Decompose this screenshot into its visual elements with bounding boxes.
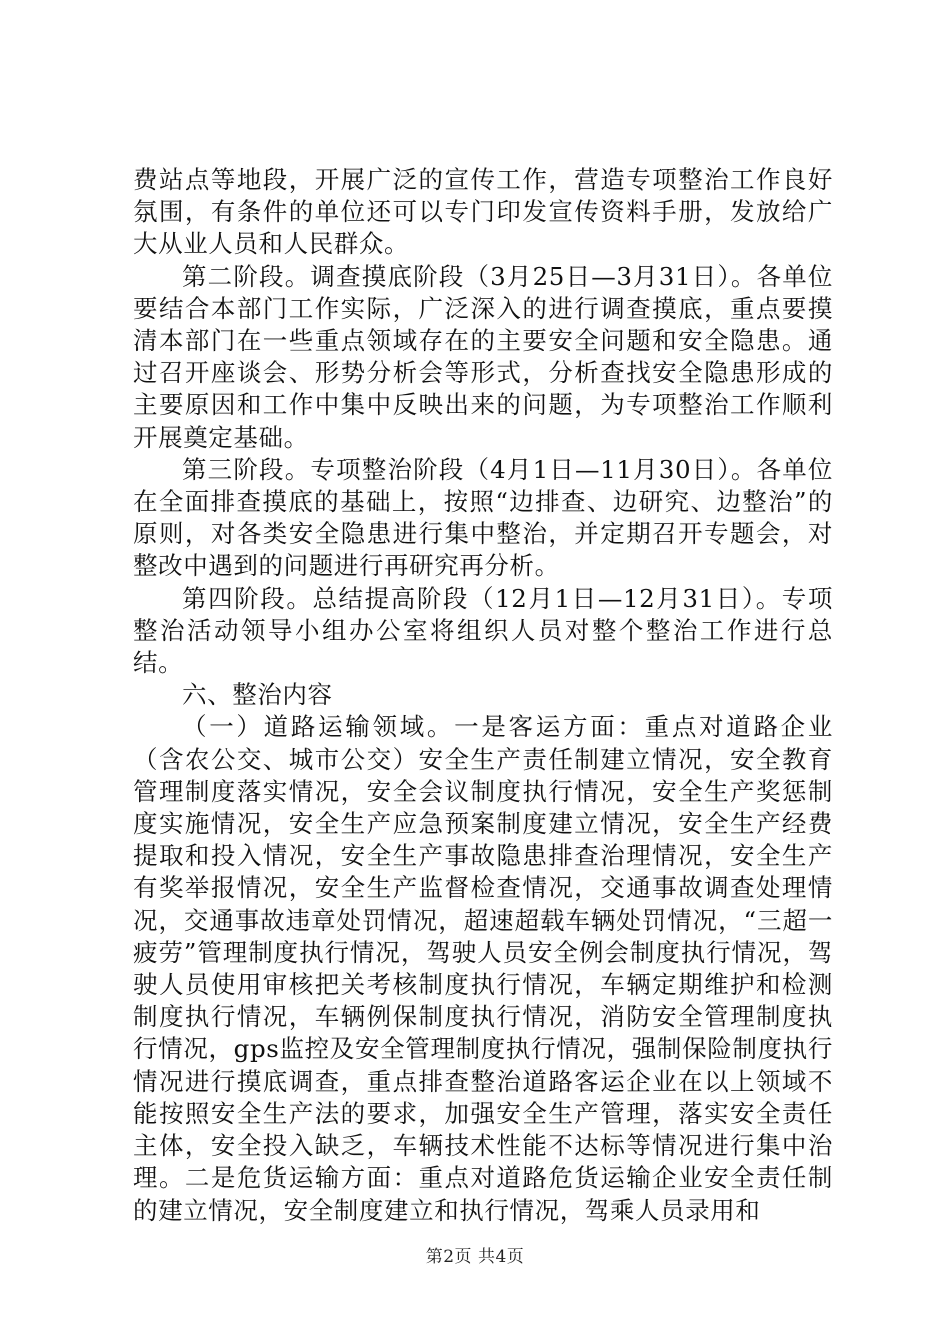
paragraph-1: 费站点等地段，开展广泛的宣传工作，营造专项整治工作良好氛围，有条件的单位还可以专门印发宣传资料手册，发放给广大从业人员和人民群众。 [133,165,833,259]
paragraph-5: （一）道路运输领域。一是客运方面：重点对道路企业（含农公交、城市公交）安全生产责任制建立情况，安全教育管理制度落实情况，安全会议制度执行情况，安全生产奖惩制度实施情况，安全生产应急预案制度建立情况，安全生产经费提取和投入情况，安全生产事故隐患排查治理情况，安全生产有奖举报情况，安全生产监督检查情况，交通事故调查处理情况，交通事故违章处罚情况，超速超载车辆处罚情况，“三超一疲劳”管理制度执行情况，驾驶人员安全例会制度执行情况，驾驶人员使用审核把关考核制度执行情况，车辆定期维护和检测制度执行情况，车辆例保制度执行情况，消防安全管理制度执行情况，gps监控及安全管理制度执行情况，强制保险制度执行情况进行摸底调查，重点排查整治道路客运企业在以上领域不能按照安全生产法的要求，加强安全生产管理，落实安全责任主体，安全投入缺乏，车辆技术性能不达标等情况进行集中治理。二是危货运输方面：重点对道路危货运输企业安全责任制的建立情况，安全制度建立和执行情况，驾乘人员录用和 [133,712,833,1225]
section-heading: 六、整治内容 [182,680,333,710]
page-footer: 第2页 共4页 [425,1247,525,1267]
paragraph-3: 第三阶段。专项整治阶段（4月1日—11月30日）。各单位在全面排查摸底的基础上，按照“边排查、边研究、边整治”的原则，对各类安全隐患进行集中整治，并定期召开专题会，对整改中遇到的问题进行再研究再分析。 [133,454,833,581]
paragraph-4: 第四阶段。总结提高阶段（12月1日—12月31日）。专项整治活动领导小组办公室将组织人员对整个整治工作进行总结。 [133,583,833,678]
document-body [133,164,833,1227]
paragraph-2: 第二阶段。调查摸底阶段（3月25日—3月31日）。各单位要结合本部门工作实际，广泛深入的进行调查摸底，重点要摸清本部门在一些重点领域存在的主要安全问题和安全隐患。通过召开座谈会、形势分析会等形式，分析查找安全隐患形成的主要原因和工作中集中反映出来的问题，为专项整治工作顺利开展奠定基础。 [133,261,833,452]
